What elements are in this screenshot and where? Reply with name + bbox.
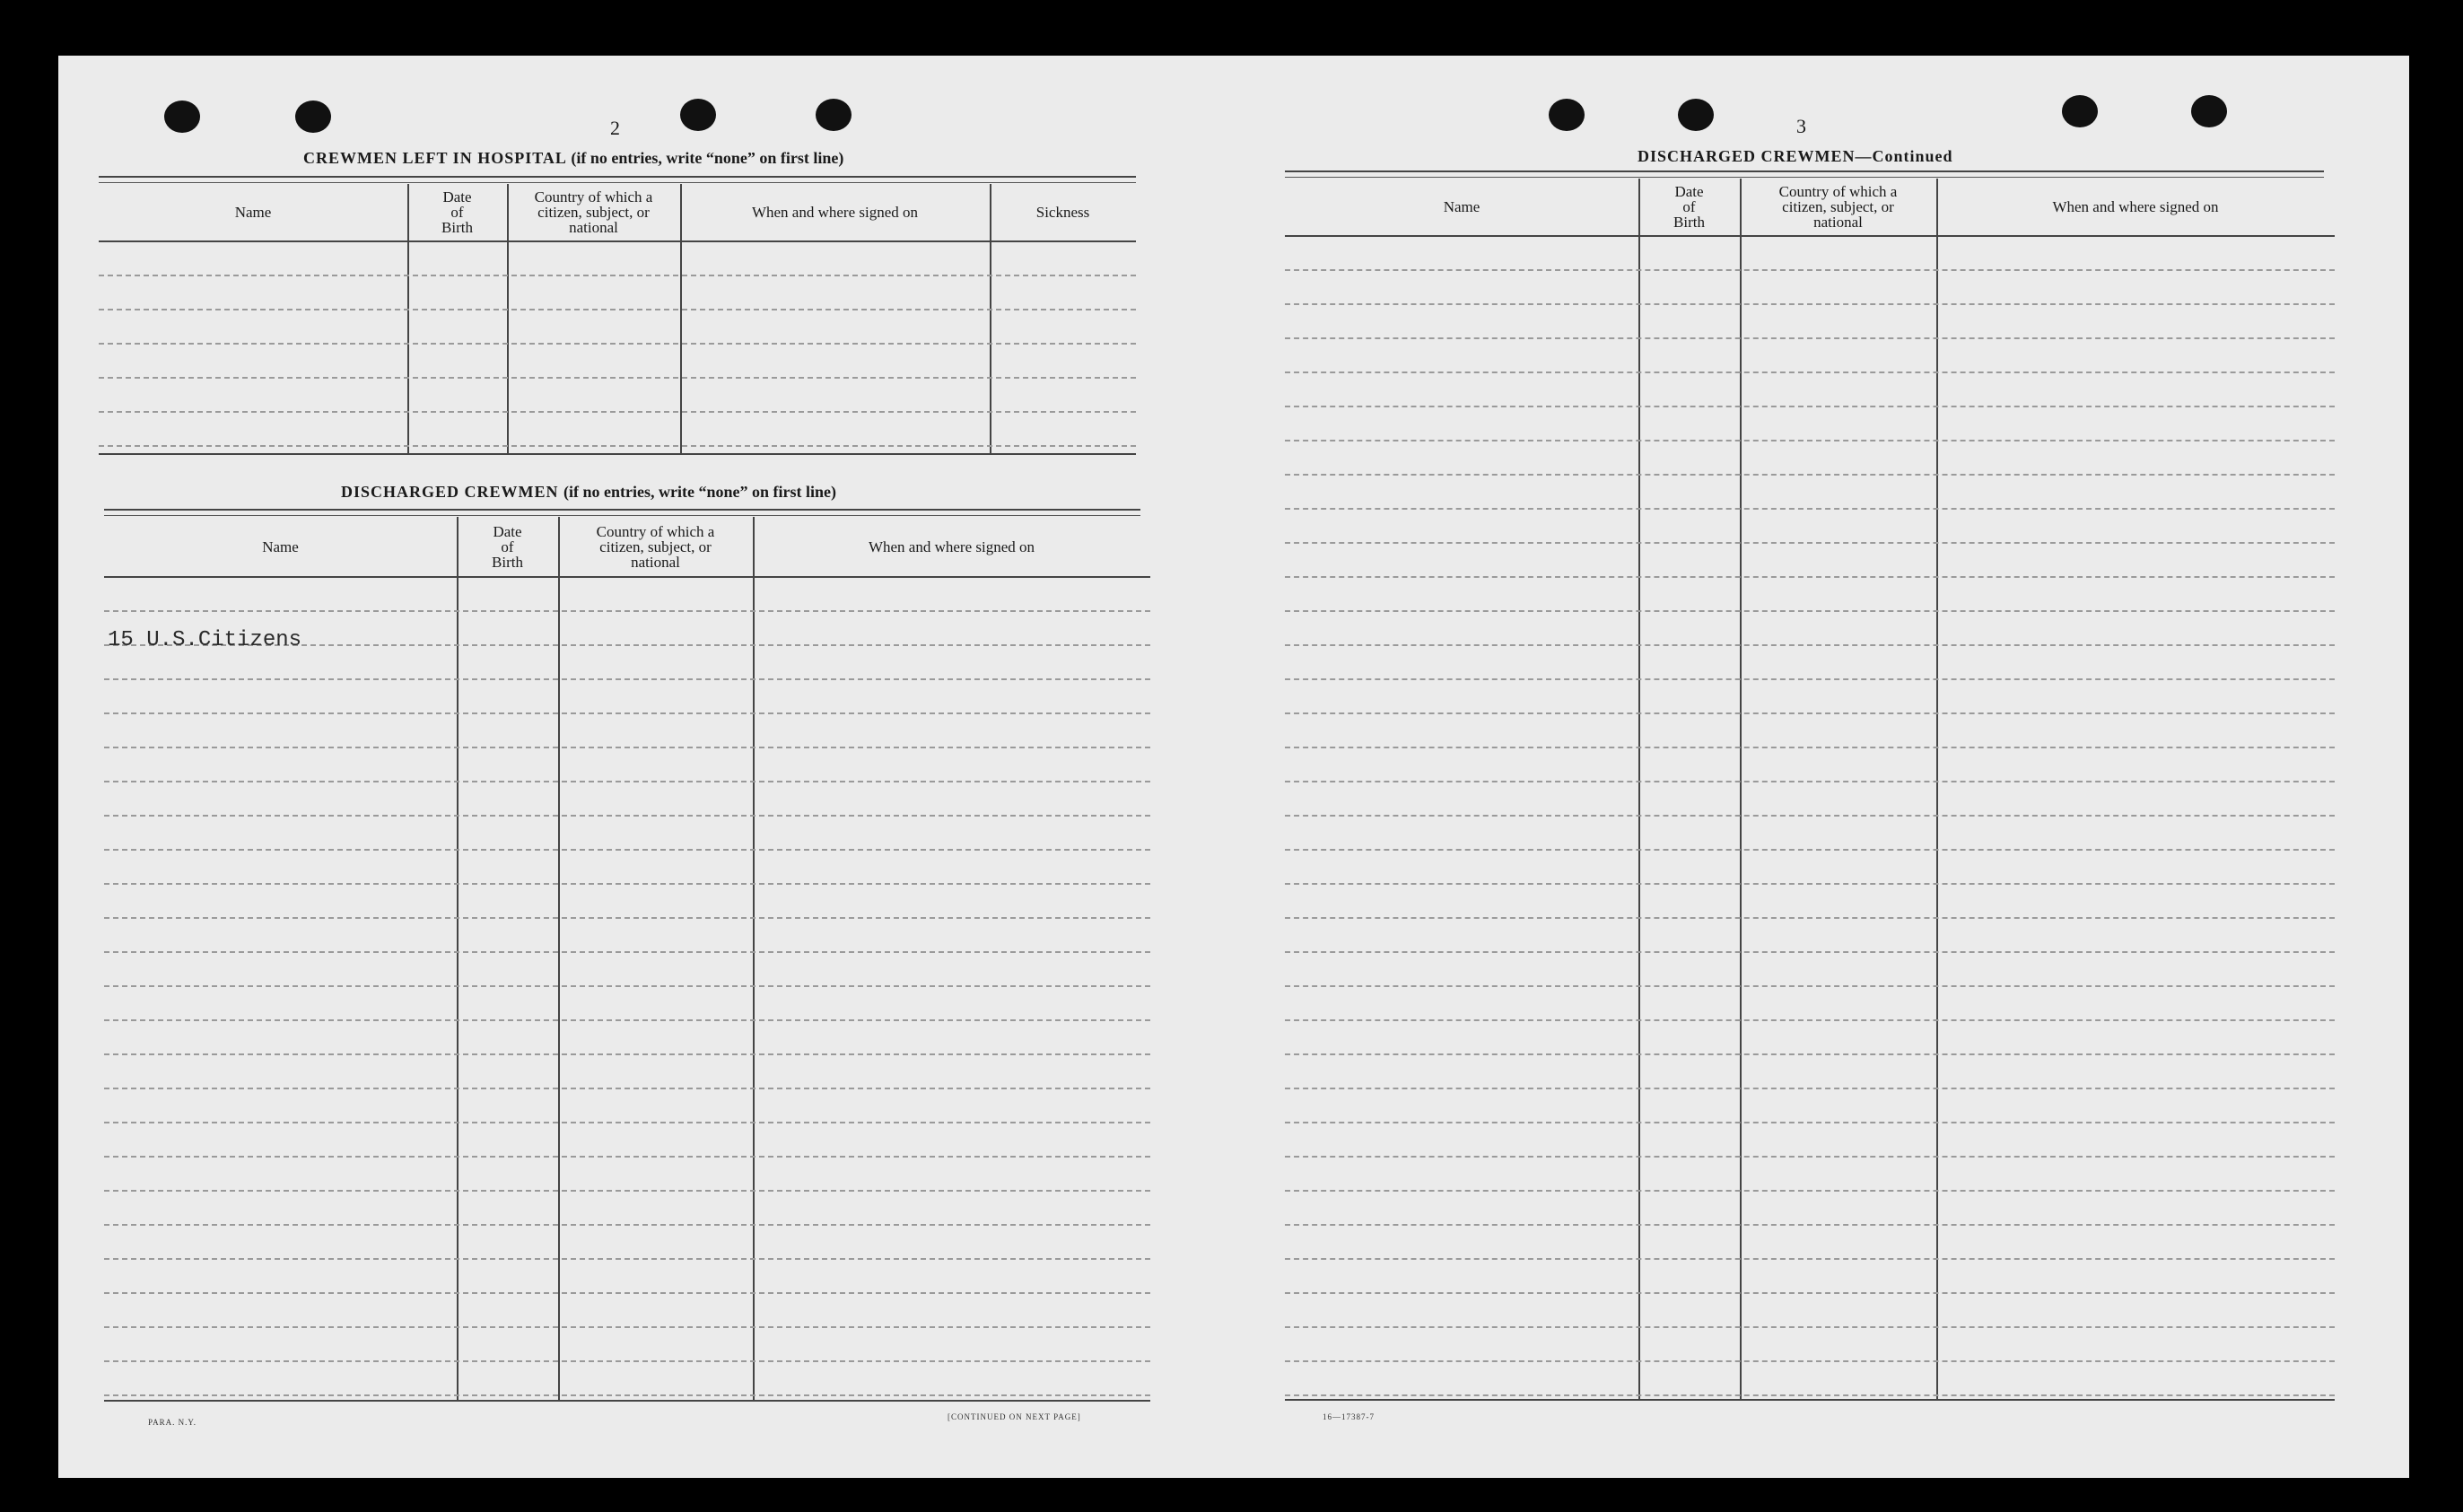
- hospital-section-title: [303, 149, 843, 168]
- form-code: 16—17387-7: [1323, 1412, 1375, 1421]
- page-number-left: 2: [610, 117, 620, 139]
- table-row: [1285, 917, 2335, 919]
- punch-hole: [1678, 99, 1714, 131]
- table-row: [104, 1122, 1150, 1123]
- table-row: [1285, 1156, 2335, 1158]
- column-divider: [1740, 179, 1742, 1399]
- table-row: [99, 343, 1136, 345]
- table-row: [1285, 951, 2335, 953]
- table-row: [1285, 815, 2335, 817]
- discharged-continued-table: [1285, 179, 2335, 1399]
- table-bottom-rule: [99, 453, 1136, 455]
- table-row: [1285, 1224, 2335, 1226]
- section-rule: [1285, 177, 2324, 178]
- table-row: [104, 985, 1150, 987]
- table-row: [104, 1190, 1150, 1192]
- column-header: When and where signed on: [751, 204, 919, 221]
- column-header: When and where signed on: [868, 538, 1035, 555]
- table-row: [104, 1088, 1150, 1089]
- table-row: [99, 411, 1136, 413]
- table-row: [104, 1394, 1150, 1396]
- table-row: [1285, 1394, 2335, 1396]
- table-row: [1285, 542, 2335, 544]
- page-number-right: 3: [1796, 115, 1806, 137]
- table-bottom-rule: [1285, 1399, 2335, 1401]
- table-row: [104, 849, 1150, 851]
- table-row: [1285, 1326, 2335, 1328]
- punch-hole: [2062, 95, 2098, 127]
- section-rule: [104, 509, 1140, 511]
- table-row: [1285, 712, 2335, 714]
- table-row: [1285, 1122, 2335, 1123]
- continued-note: [CONTINUED ON NEXT PAGE]: [948, 1412, 1081, 1421]
- discharged-title-note: (if no entries, write “none” on first line): [563, 483, 836, 501]
- table-row: [104, 1258, 1150, 1260]
- table-row: [1285, 1088, 2335, 1089]
- column-header: Date of Birth: [1673, 183, 1705, 231]
- column-header: Date of Birth: [492, 522, 523, 571]
- header-rule: [99, 240, 1136, 242]
- table-row: [99, 377, 1136, 379]
- table-row: [104, 1326, 1150, 1328]
- punch-hole: [1549, 99, 1585, 131]
- column-divider: [1936, 179, 1938, 1399]
- column-header: Name: [234, 204, 272, 221]
- table-row: [1285, 883, 2335, 885]
- table-row: [104, 815, 1150, 817]
- table-row: [1285, 508, 2335, 510]
- column-divider: [407, 184, 409, 453]
- table-row: [104, 917, 1150, 919]
- table-row: [104, 610, 1150, 612]
- table-row: [1285, 1292, 2335, 1294]
- table-row: [1285, 781, 2335, 782]
- table-row: [1285, 1053, 2335, 1055]
- table-row: [104, 1292, 1150, 1294]
- section-rule: [1285, 170, 2324, 172]
- table-row: [1285, 474, 2335, 476]
- table-row: [1285, 1019, 2335, 1021]
- column-header: When and where signed on: [2052, 198, 2219, 215]
- column-divider: [1638, 179, 1640, 1399]
- header-rule: [1285, 235, 2335, 237]
- table-row: [1285, 644, 2335, 646]
- table-row: [104, 1360, 1150, 1362]
- table-row: [104, 883, 1150, 885]
- table-row: [104, 712, 1150, 714]
- column-header: Sickness: [1035, 204, 1090, 221]
- table-row: [1285, 678, 2335, 680]
- typed-entry: 15 U.S.Citizens: [108, 628, 302, 652]
- table-row: [1285, 371, 2335, 373]
- column-header: Name: [1443, 198, 1480, 215]
- discharged-section-title: [341, 483, 836, 502]
- column-divider: [990, 184, 991, 453]
- punch-hole: [816, 99, 852, 131]
- table-row: [1285, 576, 2335, 578]
- column-divider: [507, 184, 509, 453]
- table-row: [1285, 440, 2335, 441]
- punch-hole: [295, 101, 331, 133]
- table-row: [104, 678, 1150, 680]
- table-bottom-rule: [104, 1400, 1150, 1402]
- table-row: [1285, 849, 2335, 851]
- printer-mark: PARA. N.Y.: [148, 1418, 197, 1427]
- section-rule: [99, 176, 1136, 178]
- table-row: [1285, 1258, 2335, 1260]
- header-rule: [104, 576, 1150, 578]
- discharged-title-text: DISCHARGED CREWMEN: [341, 483, 559, 501]
- table-row: [104, 1224, 1150, 1226]
- column-header: Date of Birth: [441, 188, 473, 236]
- table-row: [1285, 747, 2335, 748]
- section-rule: [99, 182, 1136, 183]
- table-row: [99, 309, 1136, 310]
- hospital-table: [99, 184, 1136, 453]
- column-divider: [680, 184, 682, 453]
- table-row: [104, 747, 1150, 748]
- table-row: [104, 1019, 1150, 1021]
- table-row: [1285, 1190, 2335, 1192]
- table-row: [1285, 269, 2335, 271]
- punch-hole: [2191, 95, 2227, 127]
- column-header: Country of which a citizen, subject, or national: [596, 522, 715, 571]
- hospital-title-note: (if no entries, write “none” on first line): [571, 149, 844, 167]
- column-header: Country of which a citizen, subject, or national: [1778, 183, 1898, 231]
- table-row: [99, 445, 1136, 447]
- table-row: [104, 1156, 1150, 1158]
- punch-hole: [164, 101, 200, 133]
- table-row: [1285, 337, 2335, 339]
- discharged-continued-title: DISCHARGED CREWMEN—Continued: [1638, 147, 1953, 165]
- section-rule: [104, 515, 1140, 516]
- hospital-title-text: CREWMEN LEFT IN HOSPITAL: [303, 149, 566, 167]
- column-divider: [753, 517, 755, 1400]
- table-row: [104, 1053, 1150, 1055]
- table-row: [99, 275, 1136, 276]
- column-divider: [558, 517, 560, 1400]
- table-row: [104, 951, 1150, 953]
- table-row: [1285, 610, 2335, 612]
- table-row: [1285, 1360, 2335, 1362]
- table-row: [1285, 406, 2335, 407]
- column-divider: [457, 517, 459, 1400]
- table-row: [1285, 303, 2335, 305]
- table-row: [1285, 985, 2335, 987]
- table-row: [104, 781, 1150, 782]
- column-header: Name: [262, 538, 299, 555]
- punch-hole: [680, 99, 716, 131]
- column-header: Country of which a citizen, subject, or national: [534, 188, 653, 236]
